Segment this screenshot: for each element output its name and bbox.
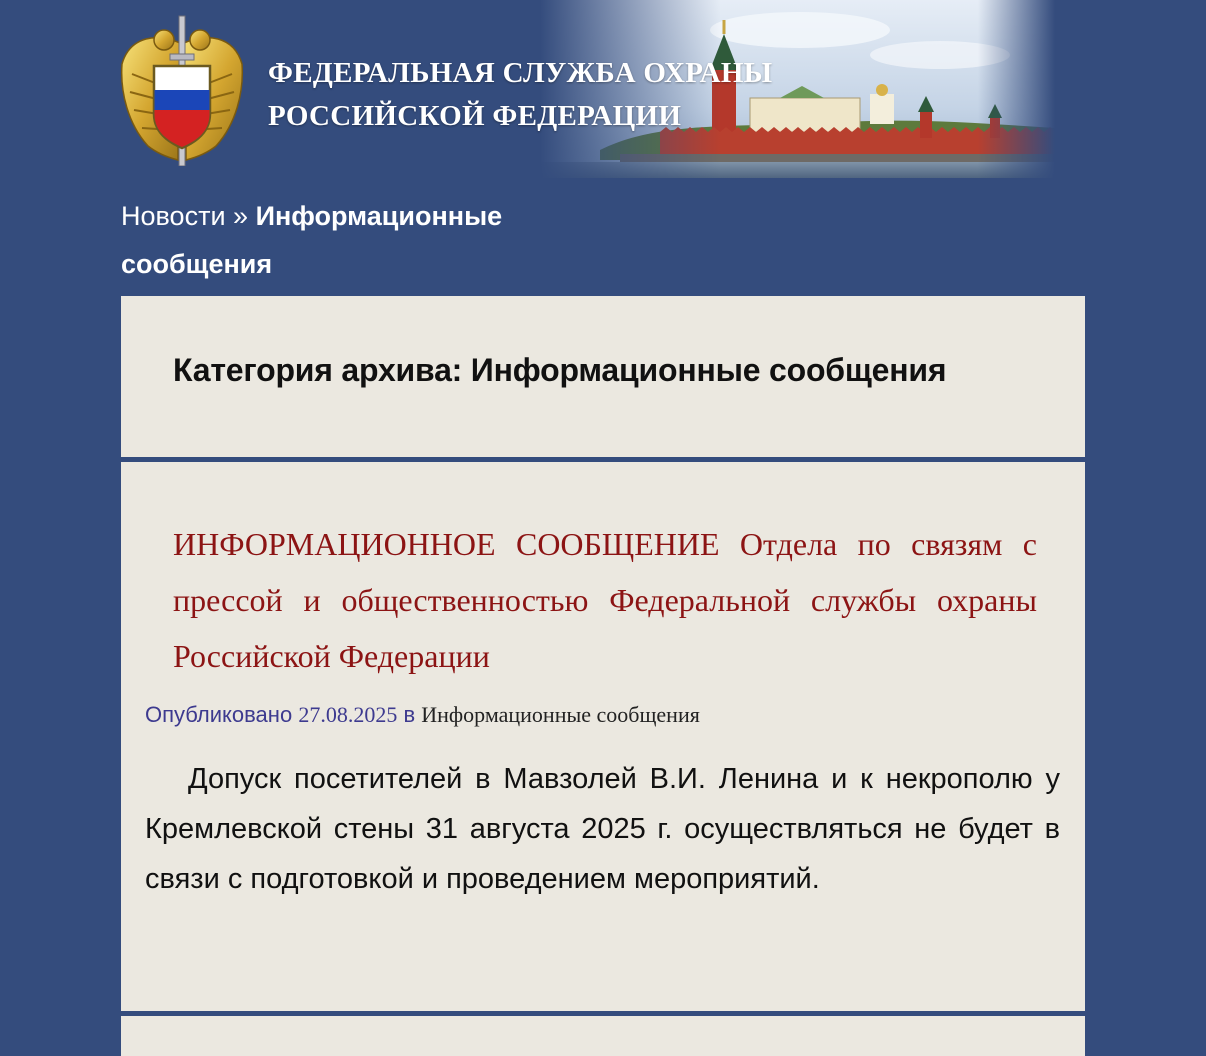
next-post-panel	[121, 1016, 1085, 1056]
post-body: Допуск посетителей в Мавзолей В.И. Ленина и к некрополю у Кремлевской стены 31 августа 2025 г. осуществляться не будет в связи с подготовкой и проведением мероприятий.	[145, 763, 1060, 895]
fso-emblem-icon[interactable]	[118, 14, 246, 166]
post-title-link[interactable]: ИНФОРМАЦИОННОЕ СООБЩЕНИЕ Отдела по связям с прессой и общественностью Федеральной службы охраны Российской Федерации	[173, 526, 1037, 674]
archive-heading: Категория архива: Информационные сообщения	[173, 352, 947, 388]
site-title[interactable]	[268, 52, 772, 138]
site-header	[0, 0, 1206, 178]
breadcrumb-current: Информационные сообщения	[121, 201, 503, 279]
post-meta	[145, 702, 700, 728]
breadcrumb-news-link[interactable]: Новости	[121, 201, 226, 231]
breadcrumb	[121, 192, 561, 288]
site-title-line-1: ФЕДЕРАЛЬНАЯ СЛУЖБА ОХРАНЫ	[268, 57, 773, 89]
archive-header-panel	[121, 296, 1085, 457]
in-label: в	[403, 702, 416, 727]
post-title	[173, 516, 1037, 684]
site-title-line-2: РОССИЙСКОЙ ФЕДЕРАЦИИ	[268, 100, 682, 132]
post-date: 27.08.2025	[298, 702, 398, 727]
breadcrumb-separator: »	[225, 201, 256, 231]
post-category-link[interactable]: Информационные сообщения	[421, 702, 700, 727]
post-panel	[121, 462, 1085, 1011]
published-label: Опубликовано	[145, 702, 293, 727]
